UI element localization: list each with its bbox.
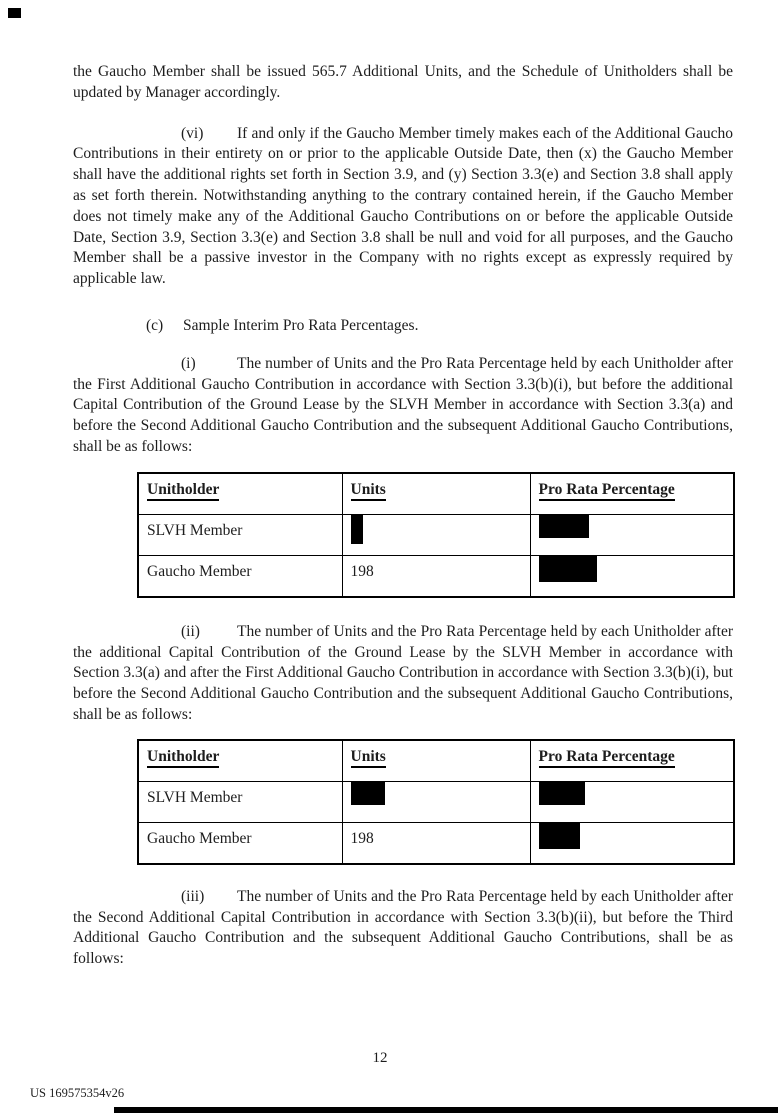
paragraph-c-text: Sample Interim Pro Rata Percentages. (183, 316, 419, 334)
paragraph-iii-label: (iii) (181, 887, 205, 905)
redaction-box (539, 515, 589, 538)
cell-unitholder: SLVH Member (138, 781, 342, 822)
redaction-box (351, 515, 363, 544)
paragraph-continuation: the Gaucho Member shall be issued 565.7 Additional Units, and the Schedule of Unitholders shall be updated by Manager accordingly. (73, 63, 733, 101)
cell-pro-rata-redacted (530, 514, 734, 555)
table-row (138, 781, 734, 822)
paragraph-iii (73, 887, 733, 970)
table-row (138, 555, 734, 597)
cell-unitholder: Gaucho Member (138, 555, 342, 597)
paragraph-ii-text: The number of Units and the Pro Rata Percentage held by each Unitholder after the additional Capital Contribution of the Ground Lease by the SLVH Member in accordance with Section 3.3(a) and after the First Additional Gaucho Contribution in accordance with Section 3.3(b)(i), but before the Second Additional Gaucho Contribution and the subsequent Additional Gaucho Contributions, shall be as follows: (73, 622, 733, 723)
table-header-row (138, 473, 734, 515)
header-cell-unitholder: Unitholder (138, 473, 342, 515)
cell-units: 198 (342, 822, 530, 864)
paragraph-ii (73, 622, 733, 726)
header-cell-unitholder: Unitholder (138, 740, 342, 782)
paragraph-i (73, 354, 733, 458)
redaction-box (539, 556, 597, 582)
paragraph-vi-label: (vi) (181, 124, 204, 142)
table-row (138, 514, 734, 555)
paragraph-vi (73, 124, 733, 290)
redaction-box (539, 823, 580, 849)
header-cell-pro-rata: Pro Rata Percentage (530, 473, 734, 515)
table-row (138, 822, 734, 864)
paragraph-iii-text: The number of Units and the Pro Rata Percentage held by each Unitholder after the Second Additional Capital Contribution in accordance with Section 3.3(b)(ii), but before the Third Additional Gaucho Contribution and the subsequent Additional Gaucho Contributions, shall be as follows: (73, 887, 733, 968)
redaction-box (539, 782, 585, 805)
cell-units-redacted (342, 514, 530, 555)
table-header-row (138, 740, 734, 782)
page-number: 12 (372, 1050, 388, 1066)
redaction-box (351, 782, 385, 805)
header-cell-units: Units (342, 473, 530, 515)
cell-unitholder: SLVH Member (138, 514, 342, 555)
paragraph-i-text: The number of Units and the Pro Rata Percentage held by each Unitholder after the First Additional Gaucho Contribution in accordance with Section 3.3(b)(i), but before the additional Capital Contribution of the Ground Lease by the SLVH Member in accordance with Section 3.3(a) and before the Second Additional Gaucho Contribution and the subsequent Additional Gaucho Contributions, shall be as follows: (73, 354, 733, 455)
paragraph-ii-label: (ii) (181, 622, 200, 640)
header-cell-pro-rata: Pro Rata Percentage (530, 740, 734, 782)
cell-units: 198 (342, 555, 530, 597)
header-cell-units: Units (342, 740, 530, 782)
cell-pro-rata-redacted (530, 822, 734, 864)
cell-pro-rata-redacted (530, 781, 734, 822)
paragraph-vi-text: If and only if the Gaucho Member timely makes each of the Additional Gaucho Contributions in their entirety on or prior to the applicable Outside Date, then (x) the Gaucho Member shall have the additional rights set forth in Section 3.9, and (y) Section 3.3(e) and Section 3.8 shall apply as set forth therein. Notwithstanding anything to the contrary contained herein, if the Gaucho Member does not timely make any of the Additional Gaucho Contributions on or before the applicable Outside Date, Section 3.9, Section 3.3(e) and Section 3.8 shall be null and void for all purposes, and the Gaucho Member shall be a passive investor in the Company with no rights except as expressly required by applicable law. (73, 124, 733, 288)
paragraph-i-label: (i) (181, 354, 196, 372)
pro-rata-table-2 (137, 739, 735, 865)
paragraph-c (73, 316, 733, 337)
document-id-footer: US 169575354v26 (30, 1086, 125, 1100)
document-body (73, 0, 733, 970)
cell-unitholder: Gaucho Member (138, 822, 342, 864)
pro-rata-table-1 (137, 472, 735, 598)
scan-artifact-top-left (8, 8, 21, 18)
paragraph-c-label: (c) (146, 316, 164, 334)
cell-units-redacted (342, 781, 530, 822)
scan-artifact-bottom-bar (114, 1107, 778, 1113)
cell-pro-rata-redacted (530, 555, 734, 597)
